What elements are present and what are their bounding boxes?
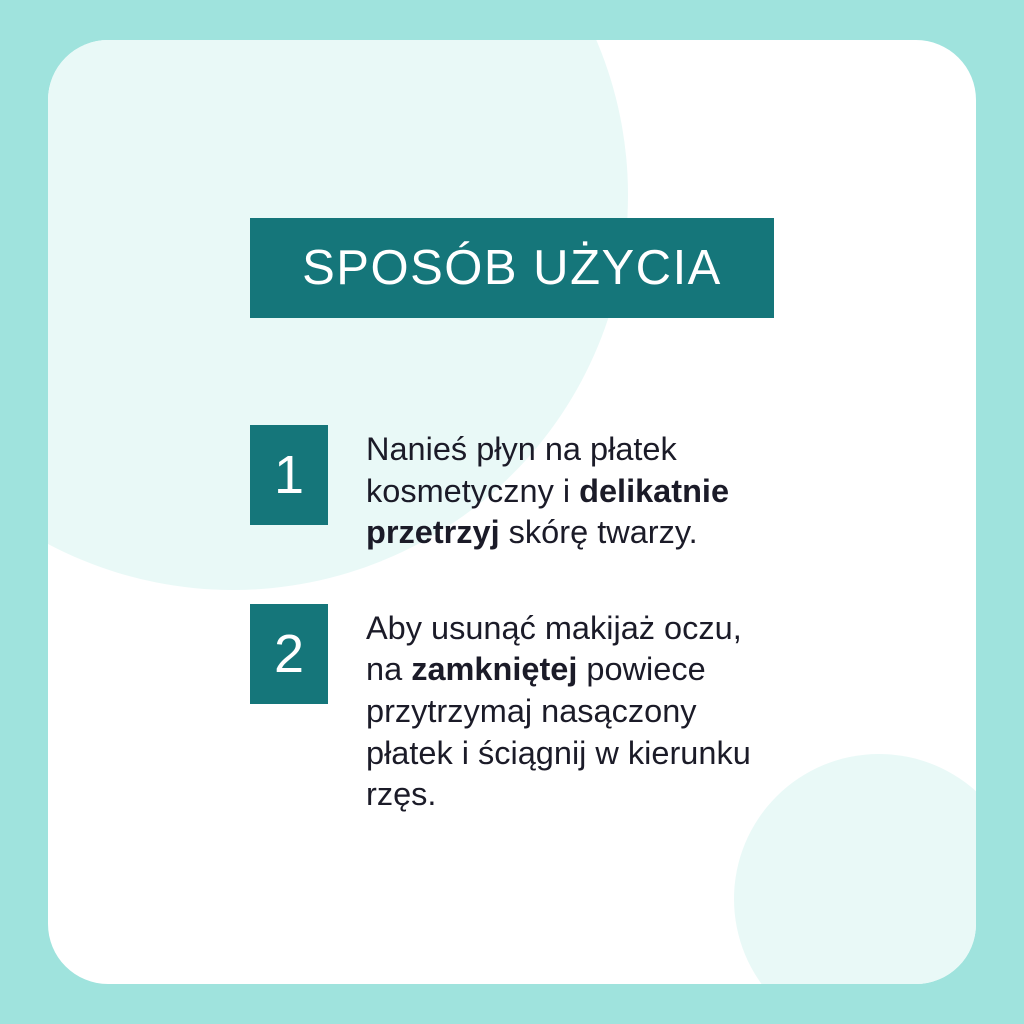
step-number-badge: 1 [250,425,328,525]
step-text-segment: Nanieś płyn na płatek kosmetyczny i [366,431,677,509]
card-content [48,40,976,984]
step-text-segment: Aby usunąć makijaż oczu, na [366,609,742,688]
step-text-segment: skórę twarzy. [499,514,698,551]
title-banner [250,218,774,318]
step-text-segment-bold: delikatnie przetrzyj [366,472,730,551]
step-text-segment-bold: zamkniętej [411,651,578,688]
steps-list [48,425,976,866]
page-title: SPOSÓB UŻYCIA [302,240,722,295]
content-card [48,40,976,984]
step-text-segment: powiece przytrzymaj nasączony płatek i ściągnij w kierunku rzęs. [366,651,751,813]
step-number-badge: 2 [250,604,328,704]
list-item [48,604,976,816]
step-description [366,425,786,554]
step-description [366,604,786,816]
list-item [48,425,976,554]
